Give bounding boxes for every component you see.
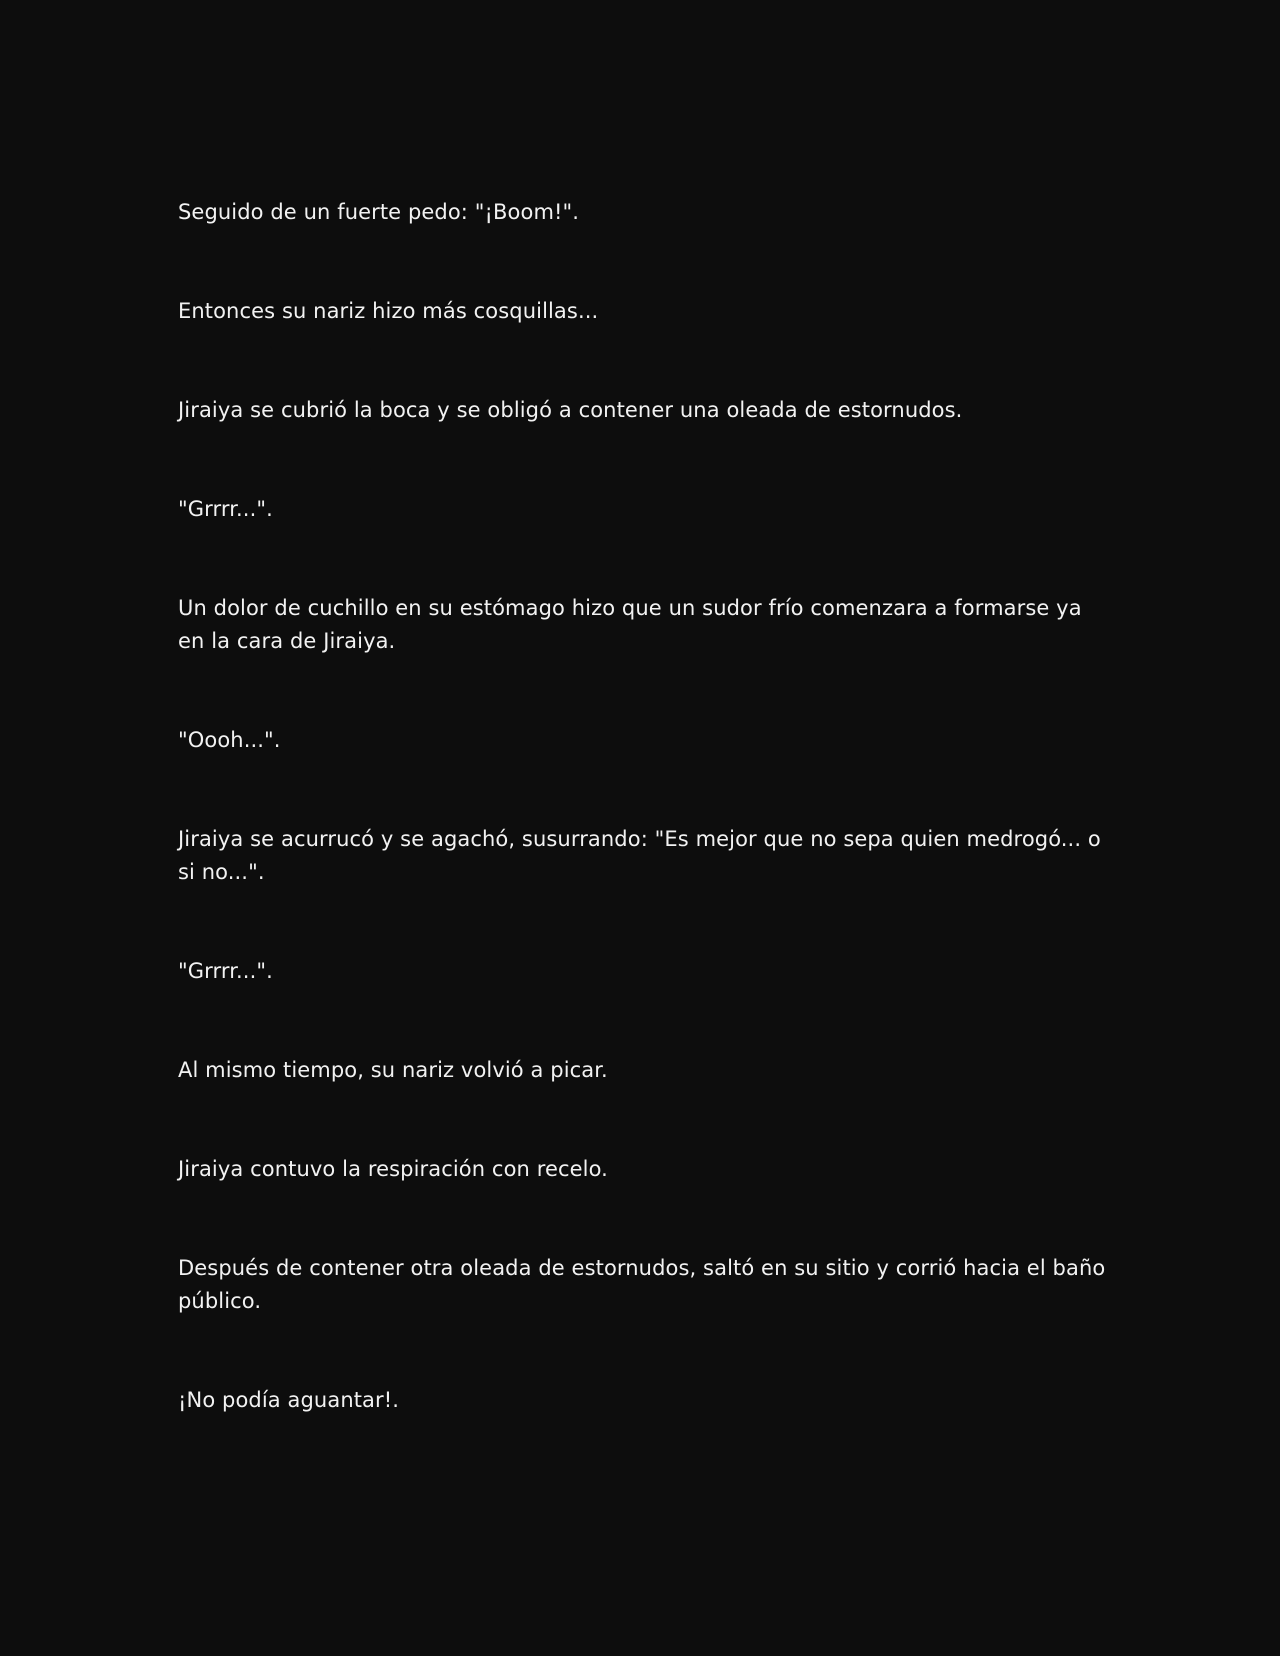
paragraph-3: Jiraiya se cubrió la boca y se obligó a contener una oleada de estornudos. (178, 398, 963, 422)
paragraph-2: Entonces su nariz hizo más cosquillas... (178, 299, 599, 323)
paragraph-9: Al mismo tiempo, su nariz volvió a picar. (178, 1058, 608, 1082)
paragraph-11: Después de contener otra oleada de estornudos, saltó en su sitio y corrió hacia el baño público. (178, 1256, 1106, 1313)
paragraph-1: Seguido de un fuerte pedo: "¡Boom!". (178, 200, 580, 224)
document-body (178, 196, 1108, 1417)
paragraph-5: Un dolor de cuchillo en su estómago hizo que un sudor frío comenzara a formarse ya en la cara de Jiraiya. (178, 596, 1082, 653)
paragraph-8: "Grrrr...". (178, 959, 273, 983)
paragraph-7: Jiraiya se acurrucó y se agachó, susurrando: "Es mejor que no sepa quien medrogó... o si no...". (178, 827, 1101, 884)
paragraph-12: ¡No podía aguantar!. (178, 1388, 400, 1412)
paragraph-10: Jiraiya contuvo la respiración con recelo. (178, 1157, 608, 1181)
paragraph-4: "Grrrr...". (178, 497, 273, 521)
paragraph-6: "Oooh...". (178, 728, 281, 752)
